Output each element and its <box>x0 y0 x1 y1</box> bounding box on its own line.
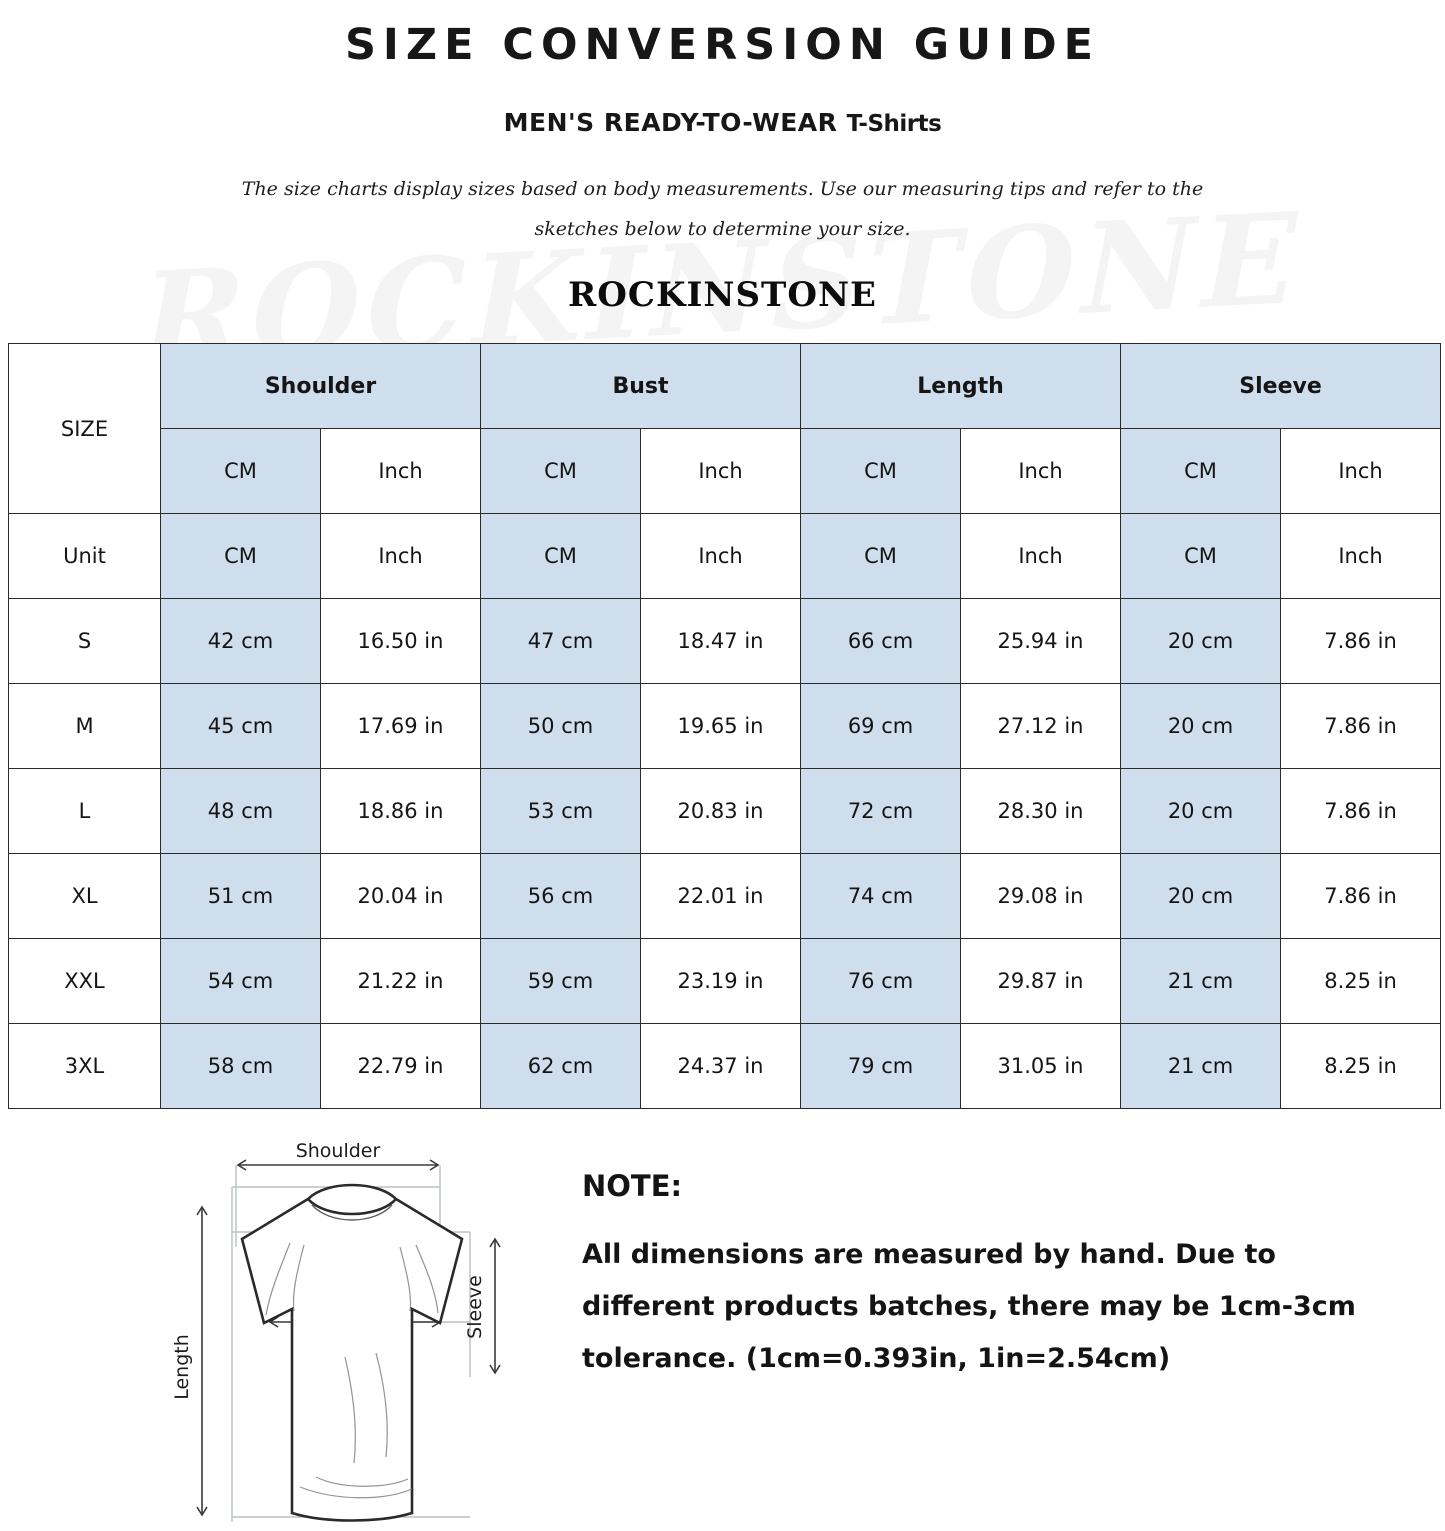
cell-sleeve-inch: 7.86 in <box>1281 599 1441 684</box>
row-label-size: XXL <box>9 939 161 1024</box>
cell-sleeve-inch: 7.86 in <box>1281 684 1441 769</box>
size-conversion-table <box>8 343 1441 1109</box>
cell-sleeve-cm: 20 cm <box>1121 684 1281 769</box>
cell-bust-cm: 47 cm <box>481 599 641 684</box>
row-label-size: M <box>9 684 161 769</box>
cell-bust-cm: 59 cm <box>481 939 641 1024</box>
table-row <box>9 939 1441 1024</box>
size-chart-page <box>0 20 1445 1465</box>
unit-cell-shoulder-inch: Inch <box>321 514 481 599</box>
note-text: All dimensions are measured by hand. Due to different products batches, there may be 1cm-3cm tolerance. (1cm=0.393in, 1in=2.54cm) <box>582 1239 1356 1374</box>
cell-bust-inch: 24.37 in <box>641 1024 801 1109</box>
unit-header-length-cm: CM <box>801 429 961 514</box>
cell-shoulder-cm: 58 cm <box>161 1024 321 1109</box>
cell-length-cm: 69 cm <box>801 684 961 769</box>
cell-length-cm: 72 cm <box>801 769 961 854</box>
unit-cell-sleeve-cm: CM <box>1121 514 1281 599</box>
brand-name: ROCKINSTONE <box>568 275 877 315</box>
unit-header-shoulder-cm: CM <box>161 429 321 514</box>
subtitle-product-type: T-Shirts <box>846 111 942 137</box>
unit-header-sleeve-cm: CM <box>1121 429 1281 514</box>
table-row <box>9 854 1441 939</box>
unit-cell-bust-cm: CM <box>481 514 641 599</box>
cell-shoulder-inch: 17.69 in <box>321 684 481 769</box>
cell-bust-inch: 18.47 in <box>641 599 801 684</box>
note-section <box>582 1127 1412 1385</box>
row-label-size: L <box>9 769 161 854</box>
unit-header-sleeve-inch: Inch <box>1281 429 1441 514</box>
row-label-unit: Unit <box>9 514 161 599</box>
cell-shoulder-inch: 18.86 in <box>321 769 481 854</box>
cell-length-inch: 31.05 in <box>961 1024 1121 1109</box>
row-label-size: XL <box>9 854 161 939</box>
tshirt-diagram-icon <box>140 1127 560 1527</box>
note-title: NOTE: <box>582 1169 683 1203</box>
cell-length-inch: 25.94 in <box>961 599 1121 684</box>
document-header <box>0 20 1445 315</box>
column-group-shoulder: Shoulder <box>161 344 481 429</box>
sketch-label-length: Length <box>171 1334 193 1400</box>
cell-bust-cm: 50 cm <box>481 684 641 769</box>
cell-sleeve-cm: 21 cm <box>1121 939 1281 1024</box>
table-body <box>9 514 1441 1109</box>
cell-bust-inch: 23.19 in <box>641 939 801 1024</box>
page-title: SIZE CONVERSION GUIDE <box>344 20 1101 70</box>
cell-length-cm: 79 cm <box>801 1024 961 1109</box>
cell-bust-cm: 56 cm <box>481 854 641 939</box>
cell-sleeve-inch: 8.25 in <box>1281 1024 1441 1109</box>
cell-length-cm: 66 cm <box>801 599 961 684</box>
cell-shoulder-inch: 22.79 in <box>321 1024 481 1109</box>
description-text: The size charts display sizes based on body measurements. Use our measuring tips and refer to the sketches below to determine your size. <box>241 178 1204 240</box>
cell-shoulder-cm: 42 cm <box>161 599 321 684</box>
cell-length-cm: 76 cm <box>801 939 961 1024</box>
unit-cell-length-cm: CM <box>801 514 961 599</box>
subtitle-main: MEN'S READY-TO-WEAR <box>503 108 838 137</box>
column-group-sleeve: Sleeve <box>1121 344 1441 429</box>
cell-bust-cm: 62 cm <box>481 1024 641 1109</box>
cell-length-inch: 29.87 in <box>961 939 1121 1024</box>
tshirt-outline <box>242 1185 462 1521</box>
size-table-container <box>8 343 1437 1109</box>
unit-cell-sleeve-inch: Inch <box>1281 514 1441 599</box>
table-row <box>9 1024 1441 1109</box>
table-header-row-groups <box>9 344 1441 429</box>
cell-length-inch: 28.30 in <box>961 769 1121 854</box>
cell-sleeve-cm: 21 cm <box>1121 1024 1281 1109</box>
unit-header-bust-inch: Inch <box>641 429 801 514</box>
unit-header-length-inch: Inch <box>961 429 1121 514</box>
cell-bust-cm: 53 cm <box>481 769 641 854</box>
table-row <box>9 769 1441 854</box>
table-header-row-units <box>9 429 1441 514</box>
cell-sleeve-inch: 7.86 in <box>1281 854 1441 939</box>
cell-shoulder-cm: 51 cm <box>161 854 321 939</box>
cell-length-cm: 74 cm <box>801 854 961 939</box>
cell-shoulder-cm: 48 cm <box>161 769 321 854</box>
page-subtitle <box>0 108 1445 137</box>
row-label-size: 3XL <box>9 1024 161 1109</box>
cell-bust-inch: 19.65 in <box>641 684 801 769</box>
cell-sleeve-cm: 20 cm <box>1121 769 1281 854</box>
column-group-length: Length <box>801 344 1121 429</box>
cell-sleeve-cm: 20 cm <box>1121 599 1281 684</box>
cell-length-inch: 29.08 in <box>961 854 1121 939</box>
cell-bust-inch: 22.01 in <box>641 854 801 939</box>
unit-header-bust-cm: CM <box>481 429 641 514</box>
cell-sleeve-cm: 20 cm <box>1121 854 1281 939</box>
tshirt-measurement-sketch <box>140 1127 560 1531</box>
table-row <box>9 599 1441 684</box>
unit-header-shoulder-inch: Inch <box>321 429 481 514</box>
unit-cell-length-inch: Inch <box>961 514 1121 599</box>
unit-cell-bust-inch: Inch <box>641 514 801 599</box>
cell-shoulder-cm: 45 cm <box>161 684 321 769</box>
sketch-label-shoulder: Shoulder <box>295 1140 381 1162</box>
bottom-section <box>0 1127 1445 1531</box>
table-row-unit <box>9 514 1441 599</box>
column-group-bust: Bust <box>481 344 801 429</box>
table-head <box>9 344 1441 514</box>
cell-sleeve-inch: 7.86 in <box>1281 769 1441 854</box>
cell-shoulder-cm: 54 cm <box>161 939 321 1024</box>
cell-length-inch: 27.12 in <box>961 684 1121 769</box>
cell-shoulder-inch: 20.04 in <box>321 854 481 939</box>
row-label-size: S <box>9 599 161 684</box>
column-header-size: SIZE <box>9 344 161 514</box>
cell-sleeve-inch: 8.25 in <box>1281 939 1441 1024</box>
unit-cell-shoulder-cm: CM <box>161 514 321 599</box>
cell-shoulder-inch: 16.50 in <box>321 599 481 684</box>
table-row <box>9 684 1441 769</box>
cell-bust-inch: 20.83 in <box>641 769 801 854</box>
cell-shoulder-inch: 21.22 in <box>321 939 481 1024</box>
sketch-label-sleeve: Sleeve <box>464 1275 486 1339</box>
